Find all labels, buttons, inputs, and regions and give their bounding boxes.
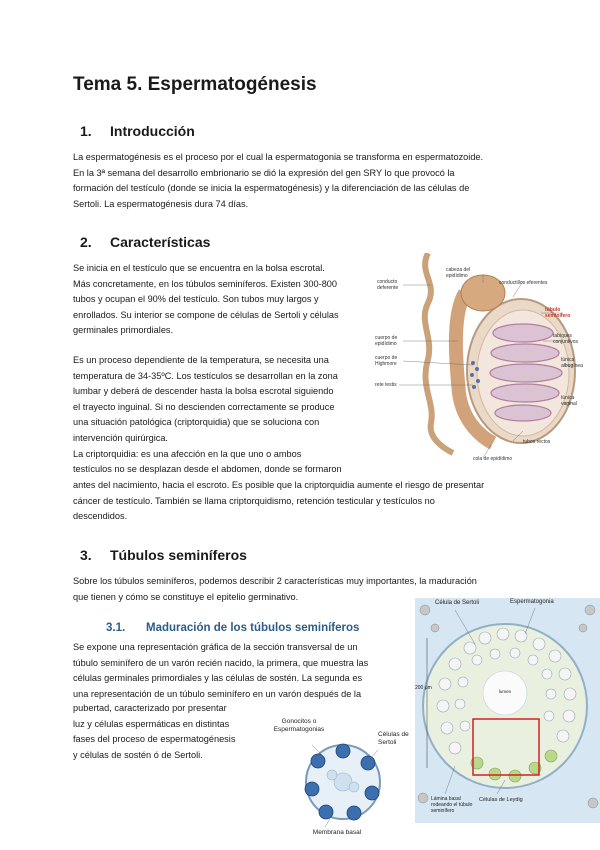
label-gonocitos: Gonocitos o Espermatogonias bbox=[273, 718, 325, 733]
text-line: Se expone una representación gráfica de la sección transversal de un bbox=[73, 642, 358, 652]
label-albuginea: túnica albugínea bbox=[561, 357, 583, 369]
caracteristicas-paragraph-2 bbox=[73, 353, 367, 478]
text-line: que tienen y cómo se constituye el epitelio germinativo. bbox=[73, 591, 299, 602]
text-line: germinales primordiales. bbox=[73, 325, 174, 336]
text-line: En la 3ª semana del desarrollo embrionario se dió la expresión del gen SRY lo que provocó la bbox=[73, 167, 455, 178]
adult-tubule-illustration bbox=[415, 598, 600, 823]
text-line: una representación de un túbulo seminífero en un varón después de la bbox=[73, 688, 362, 699]
text-line: células germinales primordiales y las células de sostén. La segunda es bbox=[73, 673, 363, 684]
text-line: enrollados. Su interior se compone de células de Sertoli y células bbox=[73, 309, 339, 320]
label-sertoli-small: Células de Sertoli bbox=[378, 731, 409, 746]
text-line: y células de sostén ó de Sertoli. bbox=[73, 749, 203, 760]
section-heading-caracteristicas bbox=[80, 234, 210, 250]
section-title: Introducción bbox=[110, 123, 195, 139]
label-conducto-deferente: conducto deferente bbox=[377, 279, 399, 291]
label-membrana: Membrana basal bbox=[312, 829, 362, 836]
maduracion-paragraph-wide bbox=[73, 640, 403, 702]
label-conductillos: conductillos eferentes bbox=[499, 280, 548, 286]
label-lumen: lumen bbox=[498, 689, 512, 694]
text-line: tubos y ocupan el 90% del testículo. Son tubos muy largos y bbox=[73, 294, 319, 305]
label-tubulo: túbulo seminífero bbox=[545, 307, 571, 319]
text-line: cáncer de testículo. También se llama criptorquidismo, retención testicular y testículos no bbox=[73, 495, 435, 506]
text-line: La criptorquidia: es una afección en la que uno o ambos bbox=[73, 448, 302, 459]
text-line: descendidos. bbox=[73, 511, 128, 522]
adult-tubule-diagram bbox=[415, 598, 600, 823]
subsection-number: 3.1. bbox=[106, 622, 126, 634]
label-cabeza: cabeza del epidídimo bbox=[446, 267, 471, 279]
text-line: La espermatogénesis es el proceso por el cual la espermatogonia se transforma en espermatozoide. bbox=[73, 152, 484, 162]
section-number: 3. bbox=[80, 547, 92, 563]
text-line: una situación patológica (criptorquidia) que se soluciona con bbox=[73, 417, 320, 428]
text-line: lumbar y deberá de descender hasta la bolsa escrotal siguiendo bbox=[73, 386, 334, 397]
label-rectos: tubos rectos bbox=[523, 439, 551, 445]
text-line: testículos no se desplazan desde el abdomen, donde se formaron bbox=[73, 464, 342, 475]
label-cuerpo: cuerpo de epidídimo bbox=[375, 335, 398, 347]
text-line: intervención quirúrgica. bbox=[73, 432, 168, 443]
label-rete: rete testis bbox=[375, 382, 397, 388]
label-cola: cola de epidídimo bbox=[473, 456, 513, 462]
text-line: antes del nacimiento, hacia el escroto. Es posible que la criptorquidia aumente el riesgo de presentar bbox=[73, 480, 485, 490]
subsection-heading-maduracion bbox=[106, 622, 359, 634]
text-line: pubertad, caracterizado por presentar bbox=[73, 703, 227, 713]
text-line: Se inicia en el testículo que se encuentra en la bolsa escrotal. bbox=[73, 263, 325, 273]
caracteristicas-paragraph-3 bbox=[73, 478, 527, 525]
label-highmore: cuerpo de Highmore bbox=[375, 355, 398, 367]
text-line: Sertoli. La espermatogénesis dura 74 días. bbox=[73, 198, 249, 209]
testis-diagram bbox=[373, 253, 585, 465]
label-scale: 200 µm bbox=[415, 685, 432, 691]
text-line: Sobre los túbulos seminíferos, podemos describir 2 características muy importantes, la maduración bbox=[73, 576, 477, 586]
text-line: fases del proceso de espermatogénesis bbox=[73, 734, 236, 745]
text-line: luz y células espermáticas en distintas bbox=[73, 718, 230, 729]
section-number: 1. bbox=[80, 123, 92, 139]
label-espermatogonia: Espermatogonia bbox=[510, 599, 554, 605]
intro-paragraph bbox=[73, 150, 527, 212]
label-celula-sertoli: Célula de Sertoli bbox=[435, 600, 480, 606]
label-tabiques: tabiques conjuntivos bbox=[553, 333, 579, 345]
subsection-title: Maduración de los túbulos seminíferos bbox=[146, 622, 360, 634]
text-line: Es un proceso dependiente de la temperatura, se necesita una bbox=[73, 355, 329, 365]
text-line: formación del testículo (donde se inicia la espermatogénesis) y la diferenciación de las células de bbox=[73, 183, 470, 194]
section-heading-tubulos bbox=[80, 547, 247, 563]
newborn-tubule-diagram bbox=[250, 715, 410, 845]
section-heading-introduccion bbox=[80, 123, 195, 139]
caracteristicas-paragraph-1 bbox=[73, 261, 367, 339]
label-lamina: Lámina basal rodeando el túbulo seminífero bbox=[431, 796, 473, 814]
section-title: Túbulos seminíferos bbox=[110, 547, 247, 563]
section-title: Características bbox=[110, 234, 211, 250]
text-line: túbulo seminífero de un varón recién nacido, la primera, que muestra las bbox=[73, 657, 369, 668]
page-title: Tema 5. Espermatogénesis bbox=[73, 74, 317, 95]
text-line: Más concretamente, en los túbulos seminíferos. Existen 300-800 bbox=[73, 278, 338, 289]
text-line: temperatura de 34-35ºC. Los testículos se desarrollan en la zona bbox=[73, 370, 338, 381]
label-leydig: Células de Leydig bbox=[479, 797, 523, 803]
maduracion-paragraph-narrow bbox=[73, 701, 247, 763]
text-line: el trayecto inguinal. Si no descienden correctamente se produce bbox=[73, 401, 335, 412]
label-vaginal: túnica vaginal bbox=[561, 395, 577, 407]
section-number: 2. bbox=[80, 234, 92, 250]
